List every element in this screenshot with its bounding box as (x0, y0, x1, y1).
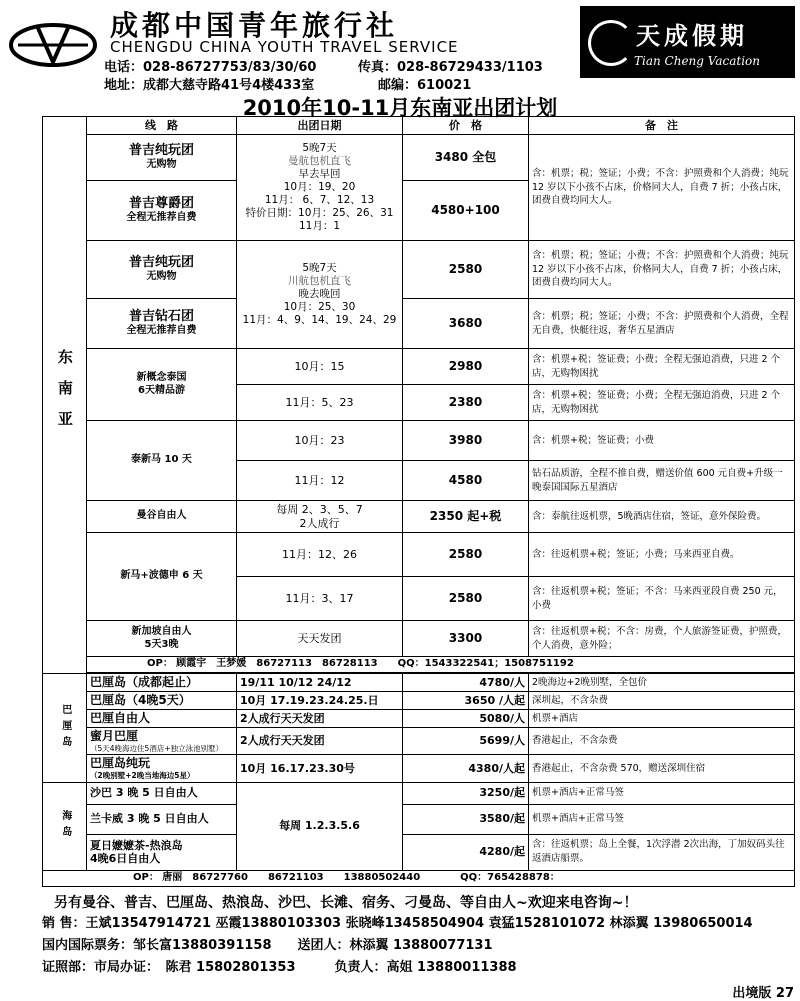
dates-cell: 5晚7天 川航包机直飞 晚去晚回 10月：25、30 11月：4、9、14、19、24、29 (237, 241, 403, 349)
op-contact-text: OP： 顾霞宇 王梦媛 86727113 86728113 QQ：1543322541；1508751192 (87, 657, 795, 673)
route-cell: 巴厘自由人 (87, 710, 237, 728)
footer-sales: 销 售：王斌13547914721 巫霞13880103303 张晓峰13458504904 袁猛1528101072 林添翼 13980650014 (42, 916, 753, 931)
dates-cell: 10月 16.17.23.30号 (237, 755, 403, 782)
table-row (43, 755, 795, 782)
route-cell: 夏日嬷嬷茶-热浪岛 4晚6日自由人 (87, 834, 237, 870)
table-row (43, 135, 795, 181)
note-cell: 含：往返机票+税；签证；小费；马来西亚自费。 (529, 533, 795, 577)
route-cell: 普吉尊爵团 全程无推荐自费 (87, 181, 237, 241)
page-number: 出境版 27 (732, 986, 794, 1001)
note-cell: 含：机票；税；签证；小费；不含：护照费和个人消费；纯玩 12 岁以下小孩不占床，价格同大人，自费 7 折；小孩占床，团费自费均同大人。 (529, 135, 795, 241)
region-sea-label: 东南亚 (43, 117, 87, 674)
dates-cell: 每周 2、3、5、7 2人成行 (237, 501, 403, 533)
column-header-notes: 备 注 (529, 117, 795, 135)
note-cell: 含：机票+税；签证费；小费 (529, 421, 795, 461)
route-cell: 沙巴 3 晚 5 日自由人 (87, 782, 237, 804)
company-fax: 传真：028-86729433/1103 (358, 60, 543, 75)
route-cell: 蜜月巴厘 （5天4晚海边住5酒店+独立泳池别墅） (87, 728, 237, 755)
table-row (43, 782, 795, 804)
dates-cell: 5晚7天 曼航包机直飞 早去早回 10月：19、20 11月： 6、7、12、13 特价日期：10月：25、26、31 11月：1 (237, 135, 403, 241)
column-header-route: 线 路 (87, 117, 237, 135)
note-cell: 香港起止，不含杂费 (529, 728, 795, 755)
table-row (43, 674, 795, 692)
route-cell: 新概念泰国 6天精品游 (87, 349, 237, 421)
price-cell: 3580/起 (403, 804, 529, 834)
company-title: 成都中国青年旅行社 (110, 9, 399, 42)
table-header-row (43, 117, 795, 135)
note-cell: 香港起止，不含杂费 570，赠送深圳住宿 (529, 755, 795, 782)
dates-cell: 11月：12、26 (237, 533, 403, 577)
price-cell: 3980 (403, 421, 529, 461)
op-contact-text: OP： 唐丽 86727760 86721103 13880502440 QQ：765428878： (43, 870, 795, 886)
price-cell: 3480 全包 (403, 135, 529, 181)
route-cell: 巴厘岛纯玩 （2晚别墅+2晚当地海边5星） (87, 755, 237, 782)
route-cell: 曼谷自由人 (87, 501, 237, 533)
dates-cell: 天天发团 (237, 621, 403, 657)
route-cell: 巴厘岛（成都起止） (87, 674, 237, 692)
dates-cell: 10月 17.19.23.24.25.日 (237, 692, 403, 710)
table-row (43, 710, 795, 728)
route-cell: 普吉纯玩团 无购物 (87, 135, 237, 181)
table-row (43, 804, 795, 834)
plan-title: 2010年10-11月东南亚出团计划 (242, 96, 558, 120)
op-contact-row (43, 870, 795, 886)
table-row (43, 349, 795, 385)
price-cell: 2380 (403, 385, 529, 421)
price-cell: 4780/人 (403, 674, 529, 692)
dates-cell: 2人成行天天发团 (237, 710, 403, 728)
note-cell: 深圳起，不含杂费 (529, 692, 795, 710)
price-cell: 2580 (403, 241, 529, 299)
table-row (43, 421, 795, 461)
table-row (43, 299, 795, 349)
price-cell: 3250/起 (403, 782, 529, 804)
route-cell: 普吉钻石团 全程无推荐自费 (87, 299, 237, 349)
price-cell: 4380/人起 (403, 755, 529, 782)
dates-cell: 每周 1.2.3.5.6 (237, 782, 403, 870)
price-cell: 3680 (403, 299, 529, 349)
table-row (43, 692, 795, 710)
note-cell: 含：往返机票；岛上全餐，1次浮潜 2次出海，丁加奴码头往返酒店船票。 (529, 834, 795, 870)
price-cell: 2580 (403, 533, 529, 577)
note-cell: 机票+酒店+正常马签 (529, 804, 795, 834)
route-cell: 泰新马 10 天 (87, 421, 237, 501)
price-cell: 2350 起+税 (403, 501, 529, 533)
route-cell: 普吉纯玩团 无购物 (87, 241, 237, 299)
price-cell: 3650 /人起 (403, 692, 529, 710)
dates-cell: 19/11 10/12 24/12 (237, 674, 403, 692)
op-contact-row (43, 657, 795, 673)
dates-cell: 10月：15 (237, 349, 403, 385)
price-cell: 2980 (403, 349, 529, 385)
note-cell: 钻石品质游，全程不推自费，赠送价值 600 元自费+升级一晚泰国国际五星酒店 (529, 461, 795, 501)
footer-promo: 另有曼谷、普吉、巴厘岛、热浪岛、沙巴、长滩、宿务、刁曼岛、等自由人~欢迎来电咨询~！ (54, 895, 638, 911)
dates-cell: 10月：23 (237, 421, 403, 461)
company-address: 地址：成都大慈寺路41号4楼433室 (104, 78, 315, 93)
route-cell: 兰卡威 3 晚 5 日自由人 (87, 804, 237, 834)
dates-cell: 11月：5、23 (237, 385, 403, 421)
note-cell: 含：机票；税；签证；小费；不含：护照费和个人消费；纯玩 12 岁以下小孩不占床，价格同大人，自费 7 折；小孩占床，团费自费均同大人。 (529, 241, 795, 299)
table-row (43, 501, 795, 533)
price-cell: 5699/人 (403, 728, 529, 755)
brand-logo (580, 6, 795, 78)
company-english-name: CHENGDU CHINA YOUTH TRAVEL SERVICE (110, 38, 459, 56)
region-bali-label: 巴厘岛 (43, 674, 87, 783)
footer-visa: 证照部：市局办证： 陈君 15802801353 负责人：高姐 13880011388 (42, 960, 517, 975)
note-cell: 含：泰航往返机票，5晚酒店住宿，签证，意外保险费。 (529, 501, 795, 533)
dates-cell: 11月：3、17 (237, 577, 403, 621)
table-row (43, 728, 795, 755)
footer-ticketing: 国内国际票务：邹长富13880391158 送团人：林添翼 13880077131 (42, 938, 493, 953)
company-logo (8, 22, 98, 68)
price-cell: 4280/起 (403, 834, 529, 870)
note-cell: 2晚海边+2晚别墅，全包价 (529, 674, 795, 692)
brand-name-en: Tian Cheng Vacation (634, 54, 760, 68)
table-row (43, 533, 795, 577)
note-cell: 含：机票+税；签证费；小费；全程无强迫消费，只进 2 个店，无购物困扰 (529, 349, 795, 385)
table-row (43, 241, 795, 299)
column-header-dates: 出团日期 (237, 117, 403, 135)
note-cell: 含：机票；税；签证；小费；不含：护照费和个人消费，全程无自费，快艇往返，奢华五星酒店 (529, 299, 795, 349)
price-cell: 2580 (403, 577, 529, 621)
dates-cell: 11月：12 (237, 461, 403, 501)
note-cell: 含：机票+税；签证费；小费；全程无强迫消费，只进 2 个店，无购物困扰 (529, 385, 795, 421)
note-cell: 机票+酒店+正常马签 (529, 782, 795, 804)
note-cell: 含：往返机票+税；不含：房费，个人旅游签证费，护照费，个人消费，意外险； (529, 621, 795, 657)
column-header-price: 价 格 (403, 117, 529, 135)
route-cell: 巴厘岛（4晚5天） (87, 692, 237, 710)
note-cell: 机票+酒店 (529, 710, 795, 728)
tour-schedule-table (42, 116, 795, 887)
region-island-label: 海岛 (43, 782, 87, 870)
price-cell: 5080/人 (403, 710, 529, 728)
brand-mark-icon (588, 20, 634, 66)
price-cell: 4580+100 (403, 181, 529, 241)
table-row (43, 621, 795, 657)
price-cell: 3300 (403, 621, 529, 657)
route-cell: 新加坡自由人 5天3晚 (87, 621, 237, 657)
brand-name-cn: 天成假期 (636, 22, 748, 50)
price-cell: 4580 (403, 461, 529, 501)
company-postcode: 邮编：610021 (378, 78, 472, 93)
note-cell: 含：往返机票+税；签证；不含：马来西亚段自费 250 元，小费 (529, 577, 795, 621)
company-tel: 电话：028-86727753/83/30/60 (104, 60, 317, 75)
dates-cell: 2人成行天天发团 (237, 728, 403, 755)
table-row (43, 834, 795, 870)
route-cell: 新马+波德申 6 天 (87, 533, 237, 621)
